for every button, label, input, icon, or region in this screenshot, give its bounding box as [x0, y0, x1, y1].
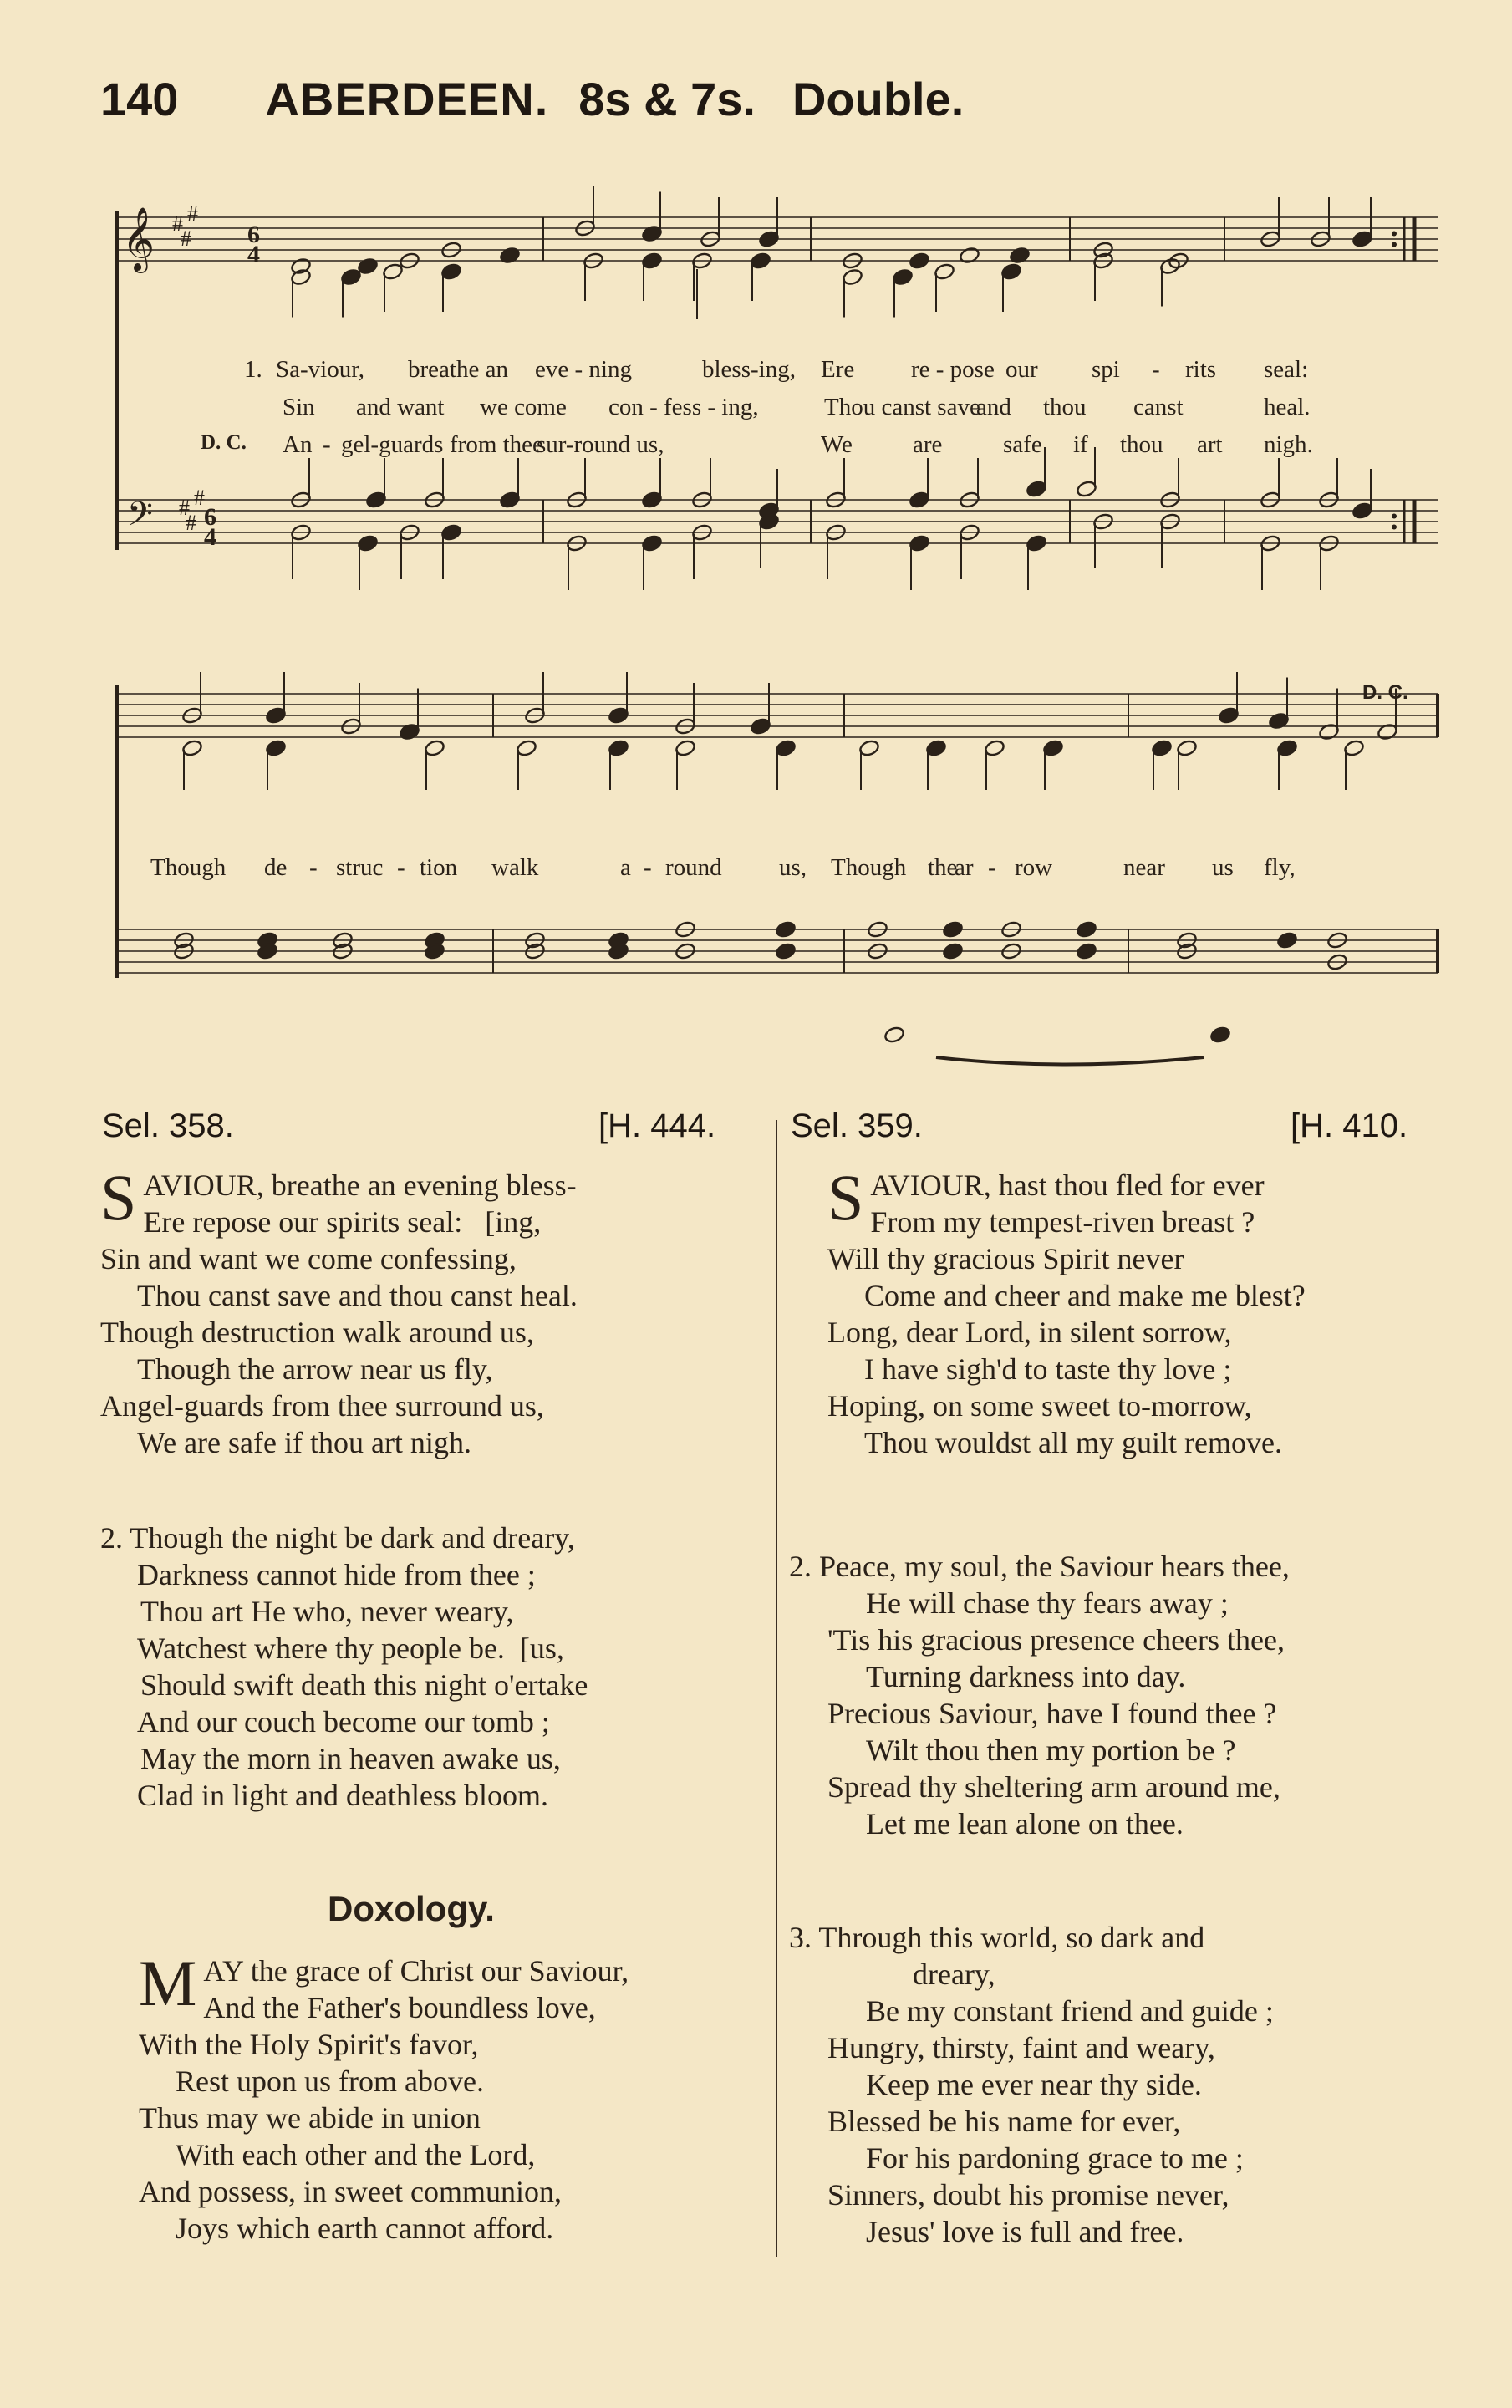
sel359-dropcap: S [827, 1161, 864, 1234]
stanza-line: AVIOUR, breathe an evening bless- [143, 1168, 577, 1202]
sel359-label: Sel. 359. [791, 1107, 923, 1144]
dc-verse-label: D. C. [201, 431, 247, 454]
stanza-line: 2. Peace, my soul, the Saviour hears thee, [789, 1550, 1290, 1583]
stanza-line: Joys which earth cannot afford. [176, 2212, 554, 2245]
lyric-syllable: walk [491, 854, 539, 881]
lyric-syllable: - [644, 854, 652, 881]
note-head [883, 1026, 905, 1044]
lyric-syllable: eve - ning [535, 356, 632, 383]
sel359-stanza3 [789, 1919, 1458, 2250]
stanza-line: Long, dear Lord, in silent sorrow, [827, 1316, 1232, 1349]
lyric-syllable: are [913, 431, 943, 458]
lyric-syllable: Ere [821, 356, 855, 383]
slur [936, 1057, 1204, 1065]
sel358-stanza1 [100, 1161, 769, 1461]
lyric-syllable: seal: [1264, 356, 1309, 383]
stanza-line: Blessed be his name for ever, [827, 2105, 1181, 2138]
stanza-line: With each other and the Lord, [176, 2138, 536, 2171]
lyric-syllable: - [309, 854, 318, 881]
time-signature: 6 [204, 503, 216, 531]
repeat-dot [1392, 514, 1397, 519]
score-staves [100, 159, 1454, 1087]
note-head [499, 246, 521, 264]
stanza-line: And our couch become our tomb ; [137, 1705, 550, 1739]
stanza-line: Thou art He who, never weary, [140, 1595, 514, 1628]
lyric-syllable: rits [1185, 356, 1217, 383]
note-head [1009, 246, 1031, 264]
bass-clef: 𝄢 [127, 496, 153, 541]
stanza-line: We are safe if thou art nigh. [137, 1426, 471, 1459]
running-head [100, 72, 964, 130]
lyric-syllable: us [1212, 854, 1234, 881]
time-signature: 6 [247, 221, 260, 248]
lyric-syllable: and [976, 394, 1011, 420]
key-sharp: # [186, 511, 196, 535]
stanza-line: 3. Through this world, so dark and [789, 1921, 1205, 1954]
stanza-line: I have sigh'd to taste thy love ; [864, 1352, 1232, 1386]
lyric-syllable: - [323, 431, 331, 458]
stanza-line: 'Tis his gracious presence cheers thee, [827, 1623, 1285, 1657]
lyric-syllable: fly, [1264, 854, 1296, 881]
stanza-line: Be my constant friend and guide ; [866, 1994, 1274, 2028]
stanza-line: Should swift death this night o'ertake [140, 1668, 588, 1702]
note-head [1209, 1026, 1231, 1044]
lyric-syllable: and want [356, 394, 445, 420]
stanza-line: Sin and want we come confessing, [100, 1242, 517, 1275]
key-sharp: # [172, 211, 183, 236]
dc-marker: D. C. [1362, 681, 1408, 704]
stanza-line: Jesus' love is full and free. [866, 2215, 1184, 2248]
stanza-line: Watchest where thy people be. [us, [137, 1632, 564, 1665]
stanza-line: Darkness cannot hide from thee ; [137, 1558, 536, 1591]
lyric-syllable: row [1015, 854, 1053, 881]
lyric-syllable: gel-guards [341, 431, 444, 458]
note-head [942, 920, 964, 939]
lyric-syllable: our [1005, 356, 1038, 383]
stanza-line: Ere repose our spirits seal: [ing, [143, 1205, 542, 1239]
note-head [1076, 920, 1097, 939]
sel358-stanza2 [100, 1520, 769, 1814]
stanza-line: Angel-guards from thee surround us, [100, 1389, 544, 1423]
lyric-syllable: re - pose [911, 356, 995, 383]
stanza-line: dreary, [913, 1957, 995, 1991]
stanza-line: Rest upon us from above. [176, 2064, 484, 2098]
note-head [959, 246, 980, 264]
lyric-syllable: safe [1003, 431, 1042, 458]
lyric-syllable: we come [480, 394, 567, 420]
stanza-line: Come and cheer and make me blest? [864, 1279, 1306, 1312]
lyric-syllable: heal. [1264, 394, 1311, 420]
stanza-line: Wilt thou then my portion be ? [866, 1733, 1236, 1767]
lyric-syllable: canst [1133, 394, 1184, 420]
sel359-stanza2 [789, 1548, 1458, 1842]
key-sharp: # [194, 486, 205, 510]
note-head [1276, 931, 1298, 949]
stanza-line: Thus may we abide in union [139, 2101, 481, 2135]
note-head [775, 920, 797, 939]
lyric-syllable: if [1073, 431, 1088, 458]
stanza-line: From my tempest-riven breast ? [870, 1205, 1255, 1239]
page-number: 140 [100, 73, 179, 125]
lyric-syllable: us, [779, 854, 807, 881]
note-head [942, 942, 964, 960]
lyric-syllable: de [264, 854, 288, 881]
note-head [909, 252, 930, 270]
stanza-line: Spread thy sheltering arm around me, [827, 1770, 1280, 1804]
stanza-line: Turning darkness into day. [866, 1660, 1186, 1693]
stanza-line: May the morn in heaven awake us, [140, 1742, 561, 1775]
stanza-line: Though the arrow near us fly, [137, 1352, 493, 1386]
note-head [775, 942, 797, 960]
lyric-syllable: spi [1092, 356, 1120, 383]
lyric-syllable: con - fess - ing, [608, 394, 759, 420]
time-signature: 4 [247, 241, 260, 268]
stanza-line: He will chase thy fears away ; [866, 1586, 1229, 1620]
key-sharp: # [187, 201, 198, 226]
stanza-line: Though destruction walk around us, [100, 1316, 534, 1349]
sel358-hymn-ref: [H. 444. [598, 1107, 716, 1144]
lyric-syllable: near [1123, 854, 1165, 881]
tune-meter: 8s & 7s. [578, 73, 756, 125]
column-divider [776, 1120, 777, 2257]
doxology-dropcap: M [139, 1947, 197, 2019]
lyric-syllable: struc [336, 854, 384, 881]
stanza-line: Thou wouldst all my guilt remove. [864, 1426, 1282, 1459]
lyric-syllable: breathe an [408, 356, 508, 383]
lyric-syllable: Though [831, 854, 907, 881]
tune-form: Double. [792, 73, 965, 125]
stanza-line: Let me lean alone on thee. [866, 1807, 1184, 1840]
lyric-syllable: ar [955, 854, 974, 881]
repeat-dot [1392, 242, 1397, 247]
lyric-syllable: thou [1043, 394, 1087, 420]
lyric-syllable: sur-round us, [537, 431, 664, 458]
lyric-syllable: tion [420, 854, 458, 881]
stanza-line: AVIOUR, hast thou fled for ever [870, 1168, 1265, 1202]
lyric-syllable: - [397, 854, 405, 881]
doxology-text [139, 1947, 774, 2247]
stanza-line: For his pardoning grace to me ; [866, 2141, 1244, 2175]
key-sharp: # [179, 496, 190, 520]
stanza-line: Sinners, doubt his promise never, [827, 2178, 1229, 2212]
sel359-hymn-ref: [H. 410. [1291, 1107, 1408, 1144]
sel359-stanza1 [827, 1161, 1463, 1461]
lyric-syllable: the [928, 854, 958, 881]
note-head [1076, 942, 1097, 960]
stanza-line: Keep me ever near thy side. [866, 2068, 1202, 2101]
lyric-syllable: Though [150, 854, 227, 881]
lyric-syllable: Thou canst save [824, 394, 980, 420]
tune-title: ABERDEEN. [265, 73, 549, 125]
time-signature: 4 [204, 523, 216, 551]
doxology-title: Doxology. [328, 1889, 495, 1928]
lyric-syllable: thou [1120, 431, 1163, 458]
lyric-syllable: from thee [450, 431, 543, 458]
stanza-line: 2. Though the night be dark and dreary, [100, 1521, 575, 1555]
stanza-line: And possess, in sweet communion, [139, 2175, 562, 2208]
verse1-number: 1. [244, 356, 268, 383]
lyric-syllable: An [283, 431, 313, 458]
stanza-line: Precious Saviour, have I found thee ? [827, 1697, 1277, 1730]
key-sharp: # [181, 227, 191, 251]
repeat-dot [1392, 525, 1397, 530]
stanza-line: Thou canst save and thou canst heal. [137, 1279, 578, 1312]
stanza-line: AY the grace of Christ our Saviour, [203, 1954, 629, 1988]
lyric-syllable: bless-ing, [702, 356, 796, 383]
sel358-dropcap: S [100, 1161, 137, 1234]
lyric-syllable: nigh. [1264, 431, 1313, 458]
treble-clef: 𝄞 [122, 209, 155, 270]
stanza-line: Clad in light and deathless bloom. [137, 1779, 548, 1812]
lyric-syllable: a [620, 854, 631, 881]
lyric-syllable: - [1152, 356, 1160, 383]
sel358-label: Sel. 358. [102, 1107, 234, 1144]
lyric-syllable: Sa-viour, [276, 356, 364, 383]
lyric-syllable: Sin [283, 394, 315, 420]
lyric-syllable: - [988, 854, 996, 881]
music-score [100, 159, 1454, 1087]
lyric-syllable: round [665, 854, 722, 881]
stanza-line: With the Holy Spirit's favor, [139, 2028, 479, 2061]
stanza-line: Hoping, on some sweet to-morrow, [827, 1389, 1252, 1423]
stanza-line: Will thy gracious Spirit never [827, 1242, 1184, 1275]
lyric-syllable: art [1197, 431, 1223, 458]
repeat-dot [1392, 232, 1397, 237]
stanza-line: Hungry, thirsty, faint and weary, [827, 2031, 1215, 2064]
lyric-syllable: We [821, 431, 853, 458]
stanza-line: And the Father's boundless love, [203, 1991, 596, 2024]
